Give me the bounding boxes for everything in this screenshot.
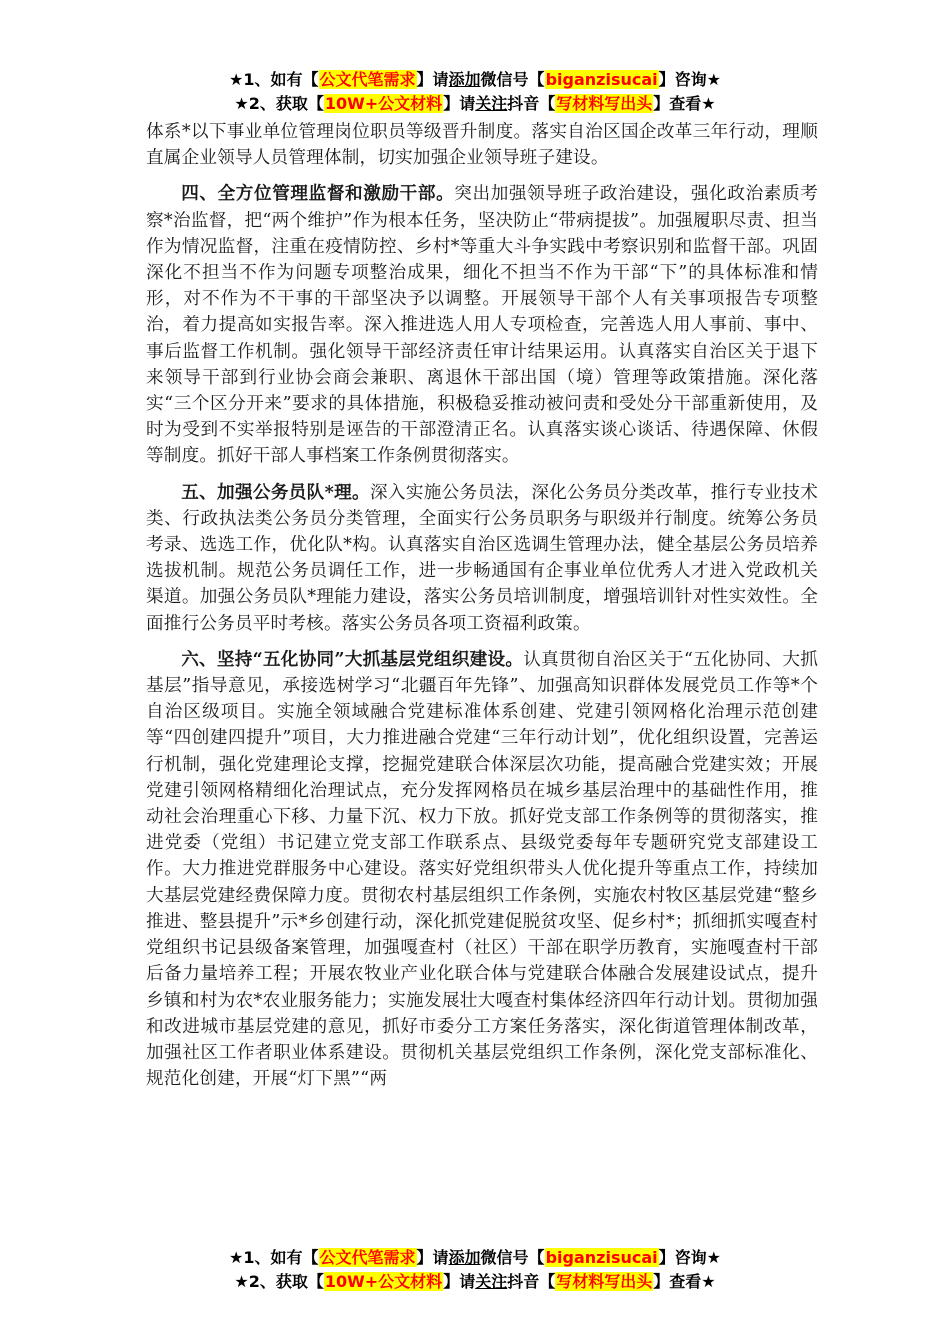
section-text: 认真贯彻自治区关于“五化协同、大抓基层”指导意见，承接选树学习“北疆百年先锋”、加强高知识群体发展党员工作等*个自治区级项目。实施全领域融合党建标准体系创建、党建引领网格化治理示范创建等“四创建四提升”项目，大力推进融合党建“三年行动计划”，优化组织设置，完善运行机制，强化党建理论支撑，挖掘党建联合体深层次功能，提高融合党建实效；开展党建引领网格精细化治理试点，充分发挥网格员在城乡基层治理中的基础性作用，推动社会治理重心下移、力量下沉、权力下放。抓好党支部工作条例等的贯彻落实，推进党委（党组）书记建立党支部工作联系点、县级党委每年专题研究党支部建设工作。大力推进党群服务中心建设。落实好党组织带头人优化提升等重点工作，持续加大基层党建经费保障力度。贯彻农村基层组织工作条例，实施农村牧区基层党建“整乡推进、整县提升”示*乡创建行动，深化抓党建促脱贫攻坚、促乡村*；抓细抓实嘎查村党组织书记县级备案管理，加强嘎查村（社区）干部在职学历教育，实施嘎查村干部后备力量培养工程；开展农牧业产业化联合体与党建联合体融合发展建设试点，提升乡镇和村为农*农业服务能力；实施发展壮大嘎查村集体经济四年行动计划。贯彻加强和改进城市基层党建的意见，抓好市委分工方案任务落实，深化街道管理体制改革，加强社区工作者职业体系建设。贯彻机关基层党组织工作条例，深化党支部标准化、规范化创建，开展“灯下黑”“两 — [146, 649, 818, 1090]
promo-text: 抖音【 — [507, 94, 556, 113]
section-text: 突出加强领导班子政治建设，强化政治素质考察*治监督，把“两个维护”作为根本任务，坚决防止“带病提拔”。加强履职尽责、担当作为情况监督，注重在疫情防控、乡村*等重大斗争实践中考察识别和监督干部。巩固深化不担当不作为问题专项整治成果，细化不担当不作为干部“下”的具体标准和情形，对不作为不干事的干部坚决予以调整。开展领导干部个人有关事项报告专项整治，着力提高如实报告率。深入推进选人用人专项检查，完善选人用人事前、事中、事后监督工作机制。强化领导干部经济责任审计结果运用。认真落实自治区关于退下来领导干部到行业协会商会兼职、离退休干部出国（境）管理等政策措施。深化落实“三个区分开来”要求的具体措施，积极稳妥推动被问责和受处分干部重新使用，及时为受到不实举报特别是诬告的干部澄清正名。认真落实谈心谈话、待遇保障、休假等制度。抓好干部人事档案工作条例贯彻落实。 — [146, 184, 818, 467]
header-promo-line-2 — [0, 92, 950, 116]
promo-highlight: 公文代笔需求 — [319, 70, 416, 89]
promo-underlined-text: 添加 — [448, 70, 481, 89]
promo-highlight: 10W+公文材料 — [324, 1272, 443, 1291]
paragraph-section-5 — [146, 480, 818, 637]
promo-underlined-text: 关注 — [475, 1272, 508, 1291]
promo-text: 】请 — [443, 94, 476, 113]
promo-text: 】查看★ — [653, 1272, 716, 1291]
promo-douyin-id: 写材料写出头 — [556, 1272, 653, 1291]
promo-text: 】查看★ — [653, 94, 716, 113]
promo-text: 抖音【 — [507, 1272, 556, 1291]
footer-promo-line-2 — [0, 1270, 950, 1294]
section-heading: 五、加强公务员队*理。 — [181, 481, 370, 503]
promo-wechat-id: biganzisucai — [545, 70, 658, 89]
promo-text: 】请 — [416, 70, 449, 89]
section-text: 深入实施公务员法，深化公务员分类改革，推行专业技术类、行政执法类公务员分类管理，全面实行公务员职务与职级并行制度。统筹公务员考录、选选工作，优化队*构。认真落实自治区选调生管理办法，健全基层公务员培养选拔机制。规范公务员调任工作，进一步畅通国有企事业单位优秀人才进入党政机关渠道。加强公务员队*理能力建设，落实公务员培训制度，增强培训针对性实效性。全面推行公务员平时考核。落实公务员各项工资福利政策。 — [146, 482, 818, 634]
promo-text: 】请 — [416, 1248, 449, 1267]
promo-text: 】咨询★ — [658, 70, 721, 89]
promo-wechat-id: biganzisucai — [545, 1248, 658, 1267]
promo-highlight: 10W+公文材料 — [324, 94, 443, 113]
promo-text: 】请 — [443, 1272, 476, 1291]
document-body — [146, 119, 818, 1092]
footer-promo-line-1 — [0, 1246, 950, 1270]
header-promo-line-1 — [0, 68, 950, 92]
promo-underlined-text: 关注 — [475, 94, 508, 113]
paragraph-section-4 — [146, 181, 818, 469]
paragraph-section-6 — [146, 647, 818, 1092]
promo-text: ★1、如有【 — [229, 1248, 319, 1267]
promo-text: ★1、如有【 — [229, 70, 319, 89]
promo-text: ★2、获取【 — [234, 94, 324, 113]
section-heading: 四、全方位管理监督和激励干部。 — [181, 183, 455, 205]
promo-highlight: 公文代笔需求 — [319, 1248, 416, 1267]
section-heading: 六、坚持“五化协同”大抓基层党组织建设。 — [181, 648, 524, 670]
promo-text: ★2、获取【 — [234, 1272, 324, 1291]
promo-underlined-text: 添加 — [448, 1248, 481, 1267]
promo-text: 微信号【 — [480, 70, 545, 89]
promo-text: 微信号【 — [480, 1248, 545, 1267]
paragraph-continuation: 体系*以下事业单位管理岗位职员等级晋升制度。落实自治区国企改革三年行动，理顺直属企业领导人员管理体制，切实加强企业领导班子建设。 — [146, 122, 818, 169]
promo-text: 】咨询★ — [658, 1248, 721, 1267]
promo-douyin-id: 写材料写出头 — [556, 94, 653, 113]
